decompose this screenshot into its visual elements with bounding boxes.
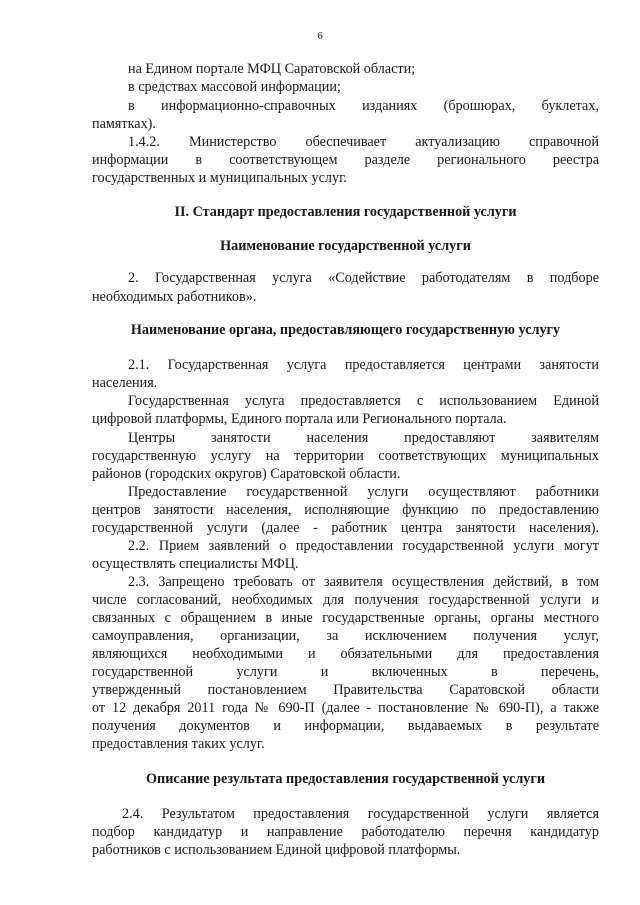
text-line: государственную услугу на территории соответствующих муниципальных bbox=[92, 448, 599, 464]
text-line: информации в соответствующем разделе регионального реестра bbox=[92, 152, 599, 168]
text-line: получения документов и информации, выдаваемых в результате bbox=[92, 718, 599, 734]
text-line: числе согласований, необходимых для получения государственной услуги и bbox=[92, 592, 599, 608]
text-line: 1.4.2. Министерство обеспечивает актуализацию справочной bbox=[128, 134, 599, 150]
text-line: в средствах массовой информации; bbox=[128, 79, 341, 95]
text-line: центров занятости населения, исполняющие функцию по предоставлению bbox=[92, 502, 599, 518]
text-line: подбор кандидатур и направление работодателю перечня кандидатур bbox=[92, 824, 599, 840]
text-line: предоставления таких услуг. bbox=[92, 736, 265, 752]
text-line: утвержденный постановлением Правительства Саратовской области bbox=[92, 682, 599, 698]
text-line: 2.3. Запрещено требовать от заявителя осуществления действий, в том bbox=[128, 574, 599, 590]
text-line: 2.2. Прием заявлений о предоставлении государственной услуги могут bbox=[128, 538, 599, 554]
text-line: работников с использованием Единой цифровой платформы. bbox=[92, 842, 461, 858]
text-line: на Едином портале МФЦ Саратовской области; bbox=[128, 61, 416, 77]
text-line: Предоставление государственной услуги осуществляют работники bbox=[128, 484, 599, 500]
text-line: памятках). bbox=[92, 116, 156, 132]
subsection-heading: Описание результата предоставления государственной услуги bbox=[146, 771, 545, 787]
text-line: цифровой платформы, Единого портала или Регионального портала. bbox=[92, 411, 507, 427]
text-line: Государственная услуга предоставляется с использованием Единой bbox=[128, 393, 599, 409]
text-line: 2. Государственная услуга «Содействие работодателям в подборе bbox=[128, 270, 599, 286]
text-line: государственной услуги (далее - работник центра занятости населения). bbox=[92, 520, 599, 536]
text-line: населения. bbox=[92, 375, 158, 391]
text-line: государственной услуги и включенных в перечень, bbox=[92, 664, 599, 680]
subsection-heading: Наименование органа, предоставляющего государственную услугу bbox=[130, 322, 561, 338]
text-line: связанных с обращением в иные государственные органы, органы местного bbox=[92, 610, 599, 626]
text-line: самоуправления, организации, за исключением получения услуг, bbox=[92, 628, 599, 644]
subsection-heading: Наименование государственной услуги bbox=[220, 238, 471, 254]
text-line: государственных и муниципальных услуг. bbox=[92, 170, 347, 186]
text-line: от 12 декабря 2011 года № 690-П (далее - постановление № 690-П), а также bbox=[92, 700, 599, 716]
text-line: необходимых работников». bbox=[92, 289, 257, 305]
page-number: 6 bbox=[317, 30, 323, 42]
text-line: являющихся необходимыми и обязательными для предоставления bbox=[92, 646, 599, 662]
section-heading: II. Стандарт предоставления государственной услуги bbox=[174, 204, 517, 220]
text-line: в информационно-справочных изданиях (брошюрах, буклетах, bbox=[128, 98, 599, 114]
text-line: 2.4. Результатом предоставления государственной услуги является bbox=[122, 806, 599, 822]
text-line: 2.1. Государственная услуга предоставляется центрами занятости bbox=[128, 357, 599, 373]
text-line: осуществлять специалисты МФЦ. bbox=[92, 556, 299, 572]
text-line: районов (городских округов) Саратовской области. bbox=[92, 466, 401, 482]
text-line: Центры занятости населения предоставляют заявителям bbox=[128, 430, 599, 446]
